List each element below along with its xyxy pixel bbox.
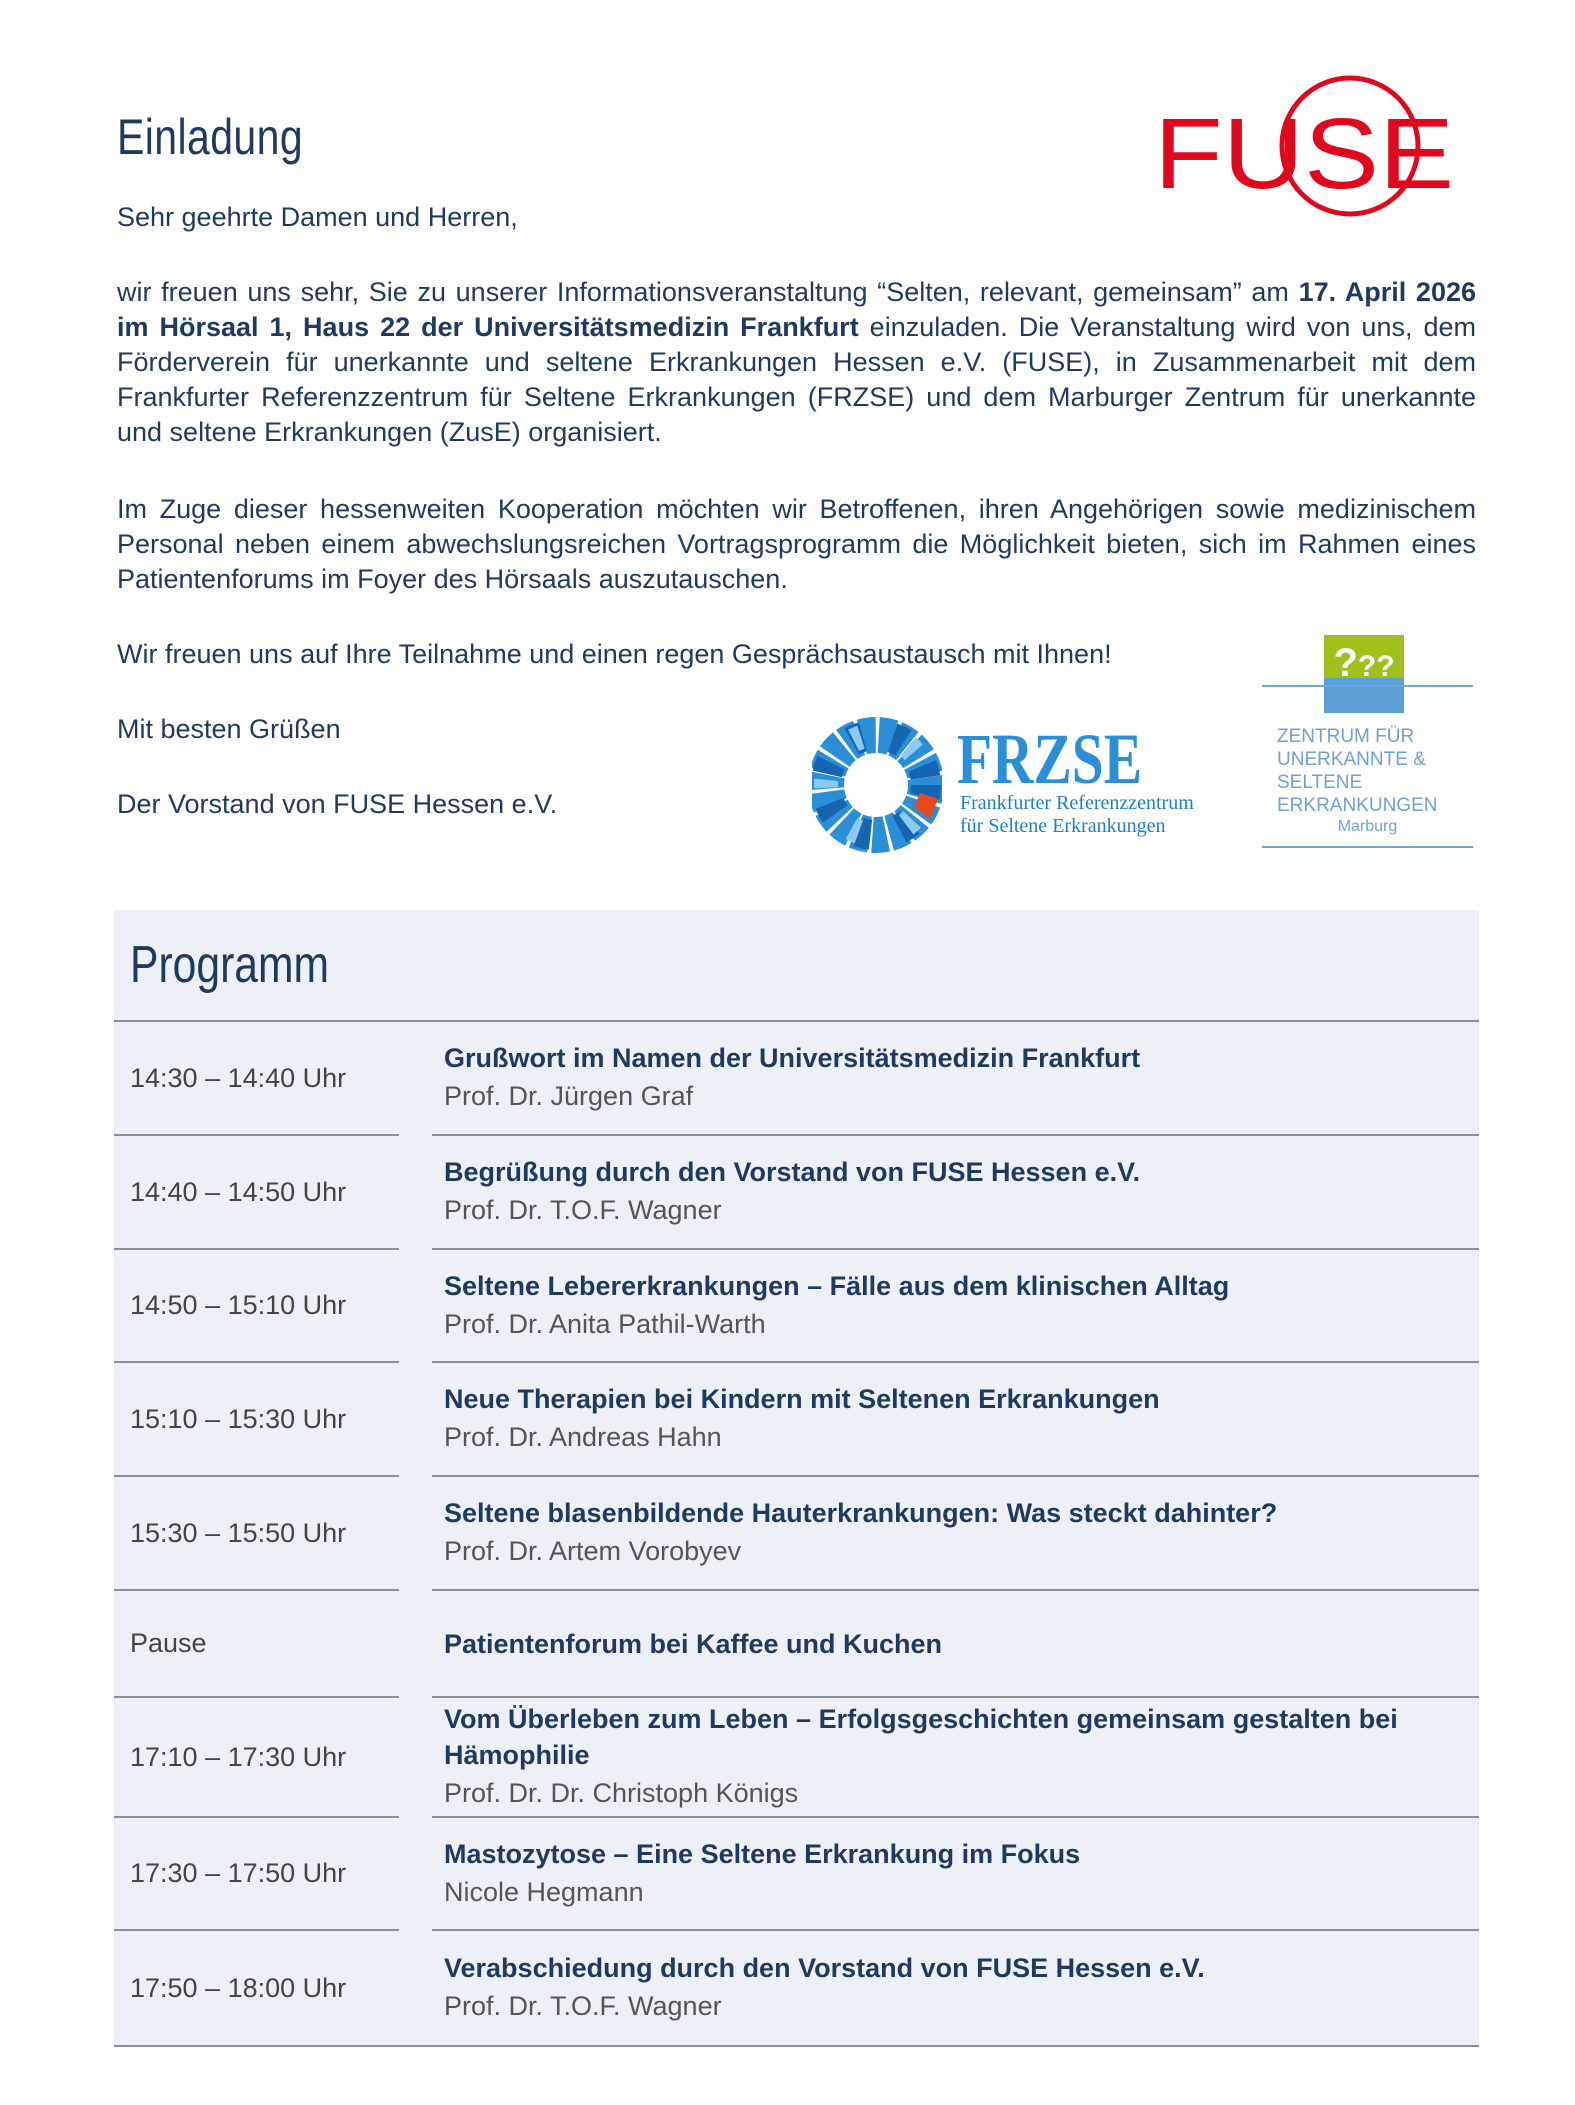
row-time: Pause: [114, 1591, 399, 1698]
talk-title: Mastozytose – Eine Seltene Erkrankung im Fokus: [444, 1838, 1081, 1869]
speaker: Prof. Dr. Artem Vorobyev: [444, 1536, 742, 1566]
signature: Der Vorstand von FUSE Hessen e.V.: [117, 789, 558, 819]
talk-title: Grußwort im Namen der Universitätsmedizin Frankfurt: [444, 1043, 1141, 1073]
row-content: [432, 1363, 1479, 1477]
program-row: [114, 1250, 1479, 1363]
speaker: Prof. Dr. T.O.F. Wagner: [444, 1195, 722, 1225]
row-time: 17:10 – 17:30 Uhr: [114, 1698, 399, 1818]
paragraph-3: Wir freuen uns auf Ihre Teilnahme und einen regen Gesprächsaustausch mit Ihnen!: [117, 639, 1112, 669]
zuse-line: ZENTRUM FÜR: [1277, 726, 1415, 747]
closing: Mit besten Grüßen: [117, 714, 341, 744]
row-content: [432, 1818, 1479, 1931]
salutation: Sehr geehrte Damen und Herren,: [117, 202, 518, 232]
row-time: 17:30 – 17:50 Uhr: [114, 1818, 399, 1931]
row-content: [432, 1136, 1479, 1250]
program-row: [114, 1022, 1479, 1136]
talk-title: Verabschiedung durch den Vorstand von FUSE Hessen e.V.: [444, 1953, 1205, 1983]
speaker: Prof. Dr. Jürgen Graf: [444, 1081, 694, 1111]
talk-title: Patientenforum bei Kaffee und Kuchen: [444, 1628, 943, 1659]
question-marks-icon: ???: [1324, 635, 1404, 713]
p1-text: wir freuen uns sehr, Sie zu unserer Informationsveranstaltung “Selten, relevant, gemeinsam” am: [117, 277, 1299, 307]
row-time: 15:10 – 15:30 Uhr: [114, 1363, 399, 1477]
frzse-line2: für Seltene Erkrankungen: [960, 815, 1166, 837]
zuse-city: Marburg: [1337, 818, 1398, 835]
speaker: Prof. Dr. Andreas Hahn: [444, 1422, 722, 1452]
row-content: [432, 1477, 1479, 1591]
row-time: 14:30 – 14:40 Uhr: [114, 1022, 399, 1136]
row-content: [432, 1022, 1479, 1136]
frzse-line1: Frankfurter Referenzzentrum: [960, 792, 1194, 814]
row-content: [432, 1250, 1479, 1363]
row-content: [432, 1591, 1479, 1698]
zuse-line: UNERKANNTE &: [1277, 749, 1426, 770]
zuse-logo: [1262, 635, 1473, 850]
program-row: [114, 1931, 1479, 2045]
talk-title: Vom Überleben zum Leben – Erfolgsgeschichten gemeinsam gestalten bei Hämophilie: [444, 1704, 1398, 1770]
program-table: [114, 910, 1479, 2047]
frzse-logo: [812, 712, 1227, 857]
row-time: 17:50 – 18:00 Uhr: [130, 1972, 347, 2003]
program-heading: Programm: [130, 936, 330, 994]
svg-text:FRZSE: FRZSE: [957, 727, 1142, 789]
talk-title: Seltene Lebererkrankungen – Fälle aus dem klinischen Alltag: [444, 1270, 1230, 1301]
program-row: [114, 1363, 1479, 1477]
talk-title: Begrüßung durch den Vorstand von FUSE Hessen e.V.: [444, 1157, 1141, 1187]
frzse-wordmark: [957, 727, 1147, 789]
page-title: Einladung: [117, 109, 304, 165]
zuse-line: ERKRANKUNGEN: [1277, 795, 1438, 816]
paragraph-1: [117, 275, 1476, 450]
speaker: Prof. Dr. T.O.F. Wagner: [444, 1991, 722, 2021]
talk-title: Neue Therapien bei Kindern mit Seltenen Erkrankungen: [444, 1384, 1160, 1414]
p1-event-date-location: 17. April 2026 im Hörsaal 1, Haus 22 der Universitätsmedizin Frankfurt: [117, 277, 1476, 342]
program-row: [114, 1477, 1479, 1591]
paragraph-2: Im Zuge dieser hessenweiten Kooperation möchten wir Betroffenen, ihren Angehörigen sowie medizinischem Personal neben einem abwechslungsreichen Vortragsprogramm die Möglichkeit bieten, sich im Rahmen eines Patientenforums im Foyer des Hörsaals auszutauschen.: [117, 494, 1476, 594]
fuse-logo-text: FUSE: [1154, 98, 1454, 210]
zuse-line: SELTENE: [1277, 772, 1363, 793]
speaker: Prof. Dr. Dr. Christoph Königs: [444, 1778, 799, 1808]
program-row: [114, 1698, 1479, 1818]
row-time: 14:40 – 14:50 Uhr: [114, 1136, 399, 1250]
p1-text-rest: einzuladen. Die Veranstaltung wird von uns, dem Förderverein für unerkannte und seltene Erkrankungen Hessen e.V. (FUSE), in Zusammenarbeit mit dem Frankfurter Referenzzentrum für Seltene Erkrankungen (FRZSE) und dem Marburger Zentrum für unerkannte und seltene Erkrankungen (ZusE) organisiert.: [117, 312, 1476, 447]
program-row: [114, 1136, 1479, 1250]
row-time: 15:30 – 15:50 Uhr: [114, 1477, 399, 1591]
row-content: [432, 1931, 1479, 2045]
speaker: Prof. Dr. Anita Pathil-Warth: [444, 1308, 766, 1339]
program-row: [114, 1818, 1479, 1931]
frzse-ring-icon: [812, 712, 942, 857]
program-row: [114, 1591, 1479, 1698]
speaker: Nicole Hegmann: [444, 1876, 644, 1907]
program-header: [114, 910, 1479, 1022]
row-content: [432, 1698, 1479, 1818]
row-time: 14:50 – 15:10 Uhr: [114, 1250, 399, 1363]
talk-title: Seltene blasenbildende Hauterkrankungen: Was steckt dahinter?: [444, 1498, 1278, 1528]
